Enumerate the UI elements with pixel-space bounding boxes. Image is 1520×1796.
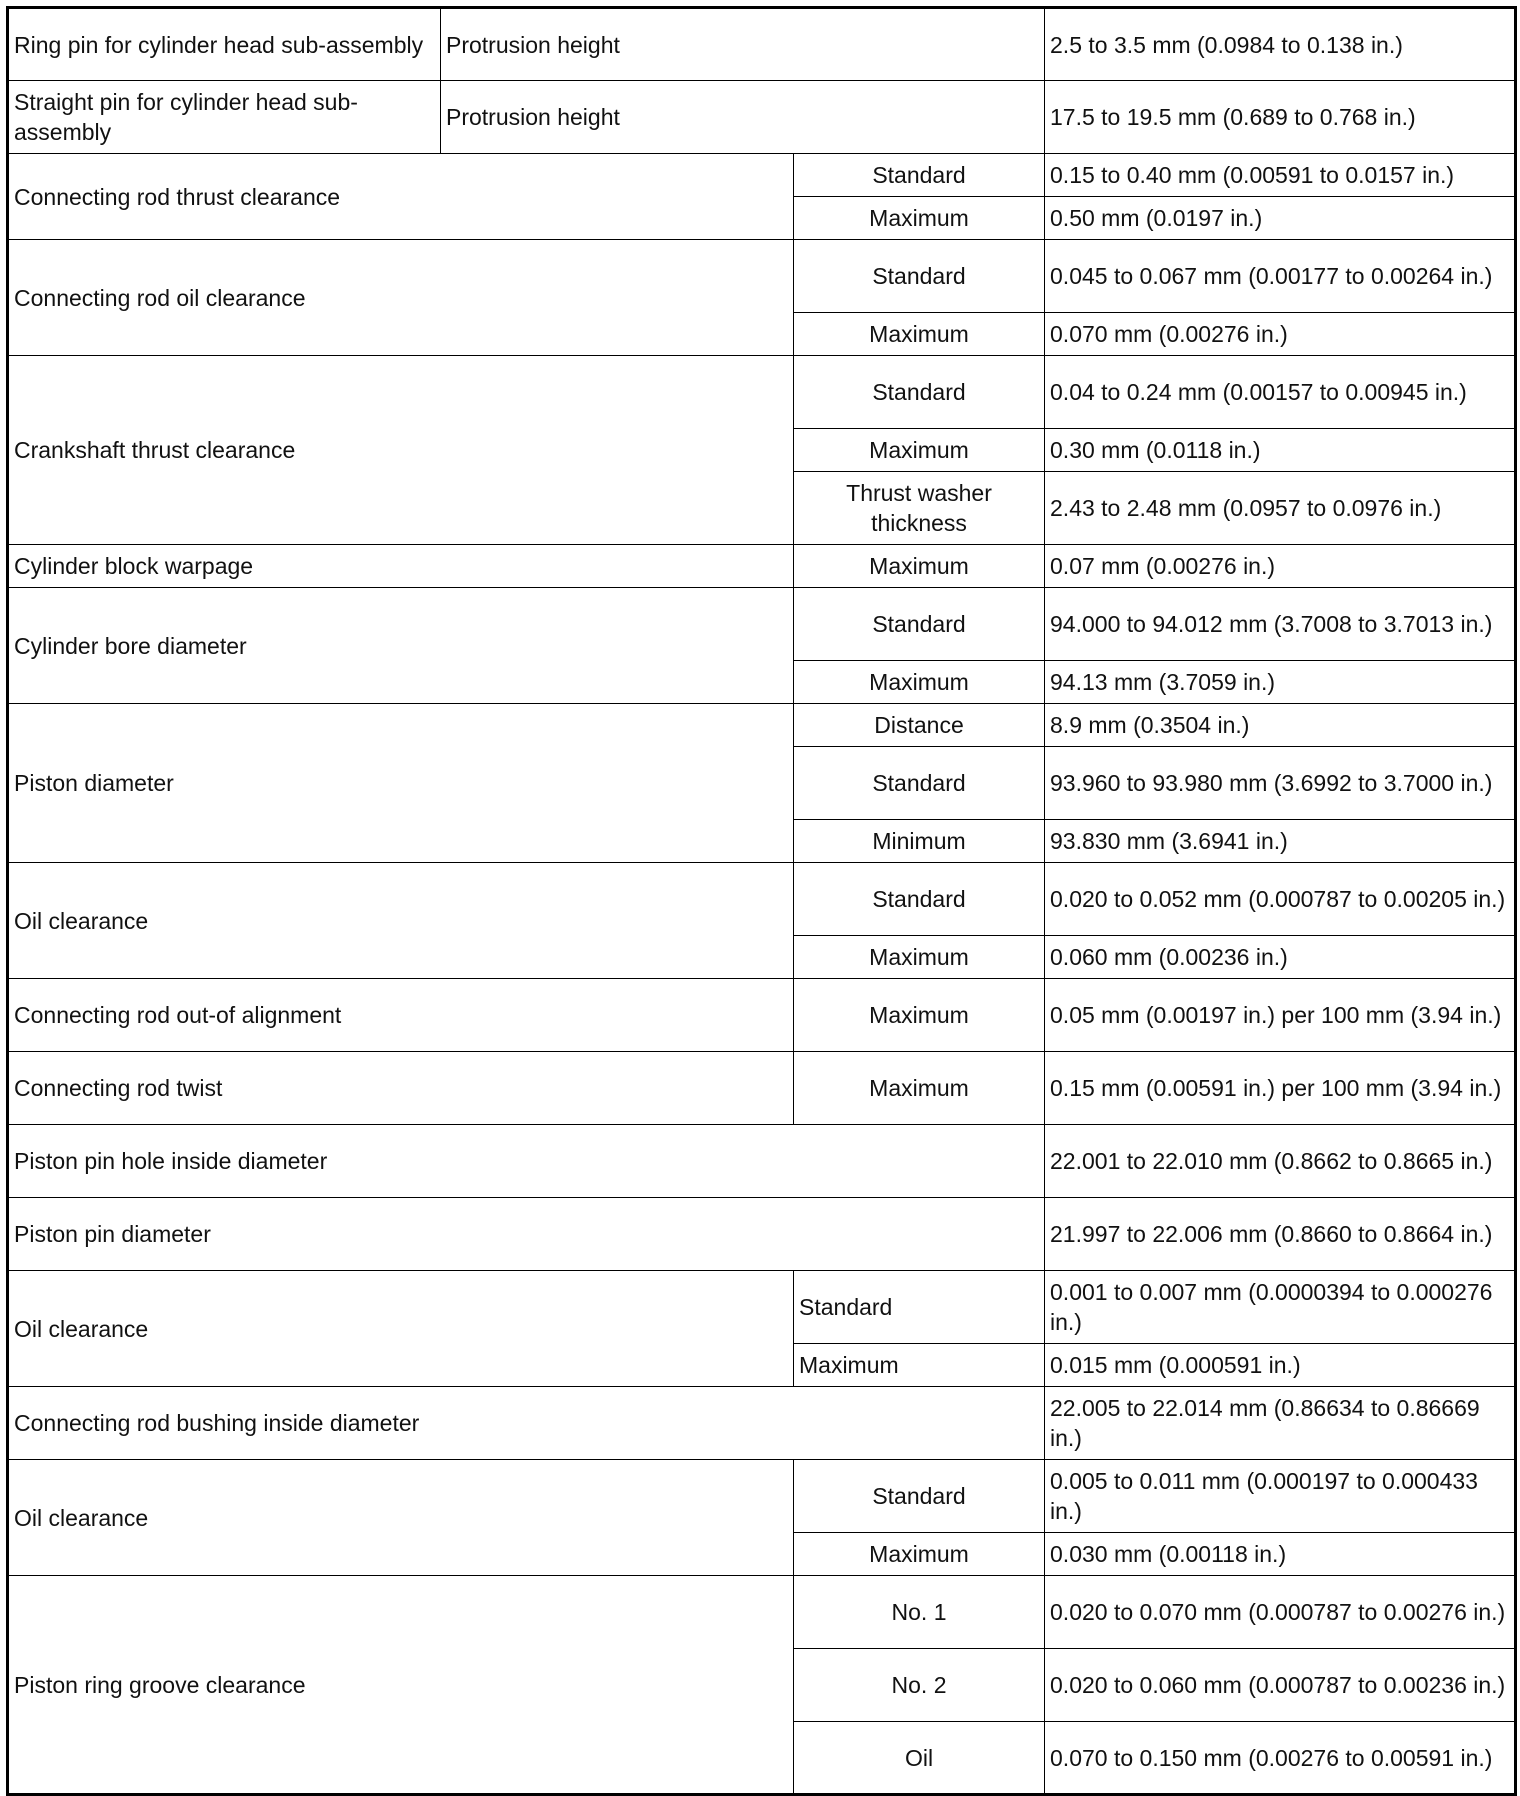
value-cell: 2.5 to 3.5 mm (0.0984 to 0.138 in.) (1045, 8, 1516, 81)
item-cell: Connecting rod bushing inside diameter (8, 1387, 1045, 1460)
value-cell: 0.070 to 0.150 mm (0.00276 to 0.00591 in.) (1045, 1722, 1516, 1795)
item-cell: Ring pin for cylinder head sub-assembly (8, 8, 441, 81)
table-row (8, 704, 1516, 747)
value-cell: 22.001 to 22.010 mm (0.8662 to 0.8665 in.) (1045, 1125, 1516, 1198)
label-cell: Standard (794, 863, 1045, 936)
table-row (8, 1052, 1516, 1125)
table-row (8, 1576, 1516, 1649)
table-row (8, 8, 1516, 81)
item-cell: Oil clearance (8, 863, 794, 979)
spec-sheet (6, 6, 1514, 1776)
label-cell: Protrusion height (441, 8, 1045, 81)
table-row (8, 588, 1516, 661)
value-cell: 0.005 to 0.011 mm (0.000197 to 0.000433 in.) (1045, 1460, 1516, 1533)
item-cell: Cylinder bore diameter (8, 588, 794, 704)
value-cell: 0.30 mm (0.0118 in.) (1045, 429, 1516, 472)
item-cell: Piston diameter (8, 704, 794, 863)
value-cell: 94.13 mm (3.7059 in.) (1045, 661, 1516, 704)
label-cell: Standard (794, 356, 1045, 429)
specification-table (6, 6, 1517, 1796)
label-cell: Maximum (794, 429, 1045, 472)
value-cell: 94.000 to 94.012 mm (3.7008 to 3.7013 in.) (1045, 588, 1516, 661)
value-cell: 0.015 mm (0.000591 in.) (1045, 1344, 1516, 1387)
item-cell: Connecting rod out-of alignment (8, 979, 794, 1052)
value-cell: 0.045 to 0.067 mm (0.00177 to 0.00264 in.) (1045, 240, 1516, 313)
label-cell: Maximum (794, 313, 1045, 356)
label-cell: Minimum (794, 820, 1045, 863)
item-cell: Connecting rod thrust clearance (8, 154, 794, 240)
label-cell: Maximum (794, 197, 1045, 240)
item-cell: Piston pin hole inside diameter (8, 1125, 1045, 1198)
table-row (8, 1460, 1516, 1533)
table-row (8, 240, 1516, 313)
item-cell: Straight pin for cylinder head sub-assembly (8, 81, 441, 154)
label-cell: Standard (794, 1460, 1045, 1533)
item-cell: Crankshaft thrust clearance (8, 356, 794, 545)
label-cell: Protrusion height (441, 81, 1045, 154)
item-cell: Piston ring groove clearance (8, 1576, 794, 1795)
table-row (8, 1198, 1516, 1271)
value-cell: 0.060 mm (0.00236 in.) (1045, 936, 1516, 979)
label-cell: Maximum (794, 1533, 1045, 1576)
value-cell: 93.830 mm (3.6941 in.) (1045, 820, 1516, 863)
table-row (8, 863, 1516, 936)
value-cell: 0.020 to 0.052 mm (0.000787 to 0.00205 in.) (1045, 863, 1516, 936)
label-cell: Standard (794, 1271, 1045, 1344)
value-cell: 21.997 to 22.006 mm (0.8660 to 0.8664 in.) (1045, 1198, 1516, 1271)
value-cell: 0.04 to 0.24 mm (0.00157 to 0.00945 in.) (1045, 356, 1516, 429)
label-cell: Maximum (794, 979, 1045, 1052)
label-cell: Standard (794, 747, 1045, 820)
table-row (8, 979, 1516, 1052)
table-row (8, 1271, 1516, 1344)
table-row (8, 81, 1516, 154)
value-cell: 0.001 to 0.007 mm (0.0000394 to 0.000276 in.) (1045, 1271, 1516, 1344)
label-cell: No. 2 (794, 1649, 1045, 1722)
table-row (8, 1387, 1516, 1460)
label-cell: Standard (794, 154, 1045, 197)
label-cell: No. 1 (794, 1576, 1045, 1649)
item-cell: Oil clearance (8, 1460, 794, 1576)
value-cell: 0.07 mm (0.00276 in.) (1045, 545, 1516, 588)
item-cell: Piston pin diameter (8, 1198, 1045, 1271)
value-cell: 0.50 mm (0.0197 in.) (1045, 197, 1516, 240)
label-cell: Maximum (794, 545, 1045, 588)
value-cell: 0.030 mm (0.00118 in.) (1045, 1533, 1516, 1576)
label-cell: Oil (794, 1722, 1045, 1795)
value-cell: 0.070 mm (0.00276 in.) (1045, 313, 1516, 356)
label-cell: Standard (794, 240, 1045, 313)
value-cell: 0.15 mm (0.00591 in.) per 100 mm (3.94 in.) (1045, 1052, 1516, 1125)
value-cell: 0.020 to 0.060 mm (0.000787 to 0.00236 in.) (1045, 1649, 1516, 1722)
value-cell: 2.43 to 2.48 mm (0.0957 to 0.0976 in.) (1045, 472, 1516, 545)
label-cell: Thrust washer thickness (794, 472, 1045, 545)
value-cell: 93.960 to 93.980 mm (3.6992 to 3.7000 in.) (1045, 747, 1516, 820)
label-cell: Maximum (794, 936, 1045, 979)
value-cell: 22.005 to 22.014 mm (0.86634 to 0.86669 in.) (1045, 1387, 1516, 1460)
label-cell: Maximum (794, 661, 1045, 704)
table-row (8, 1125, 1516, 1198)
label-cell: Standard (794, 588, 1045, 661)
item-cell: Connecting rod oil clearance (8, 240, 794, 356)
label-cell: Maximum (794, 1052, 1045, 1125)
value-cell: 17.5 to 19.5 mm (0.689 to 0.768 in.) (1045, 81, 1516, 154)
value-cell: 0.05 mm (0.00197 in.) per 100 mm (3.94 in.) (1045, 979, 1516, 1052)
table-row (8, 154, 1516, 197)
value-cell: 0.020 to 0.070 mm (0.000787 to 0.00276 in.) (1045, 1576, 1516, 1649)
label-cell: Distance (794, 704, 1045, 747)
table-row (8, 356, 1516, 429)
item-cell: Cylinder block warpage (8, 545, 794, 588)
label-cell: Maximum (794, 1344, 1045, 1387)
item-cell: Oil clearance (8, 1271, 794, 1387)
table-row (8, 545, 1516, 588)
item-cell: Connecting rod twist (8, 1052, 794, 1125)
value-cell: 8.9 mm (0.3504 in.) (1045, 704, 1516, 747)
value-cell: 0.15 to 0.40 mm (0.00591 to 0.0157 in.) (1045, 154, 1516, 197)
